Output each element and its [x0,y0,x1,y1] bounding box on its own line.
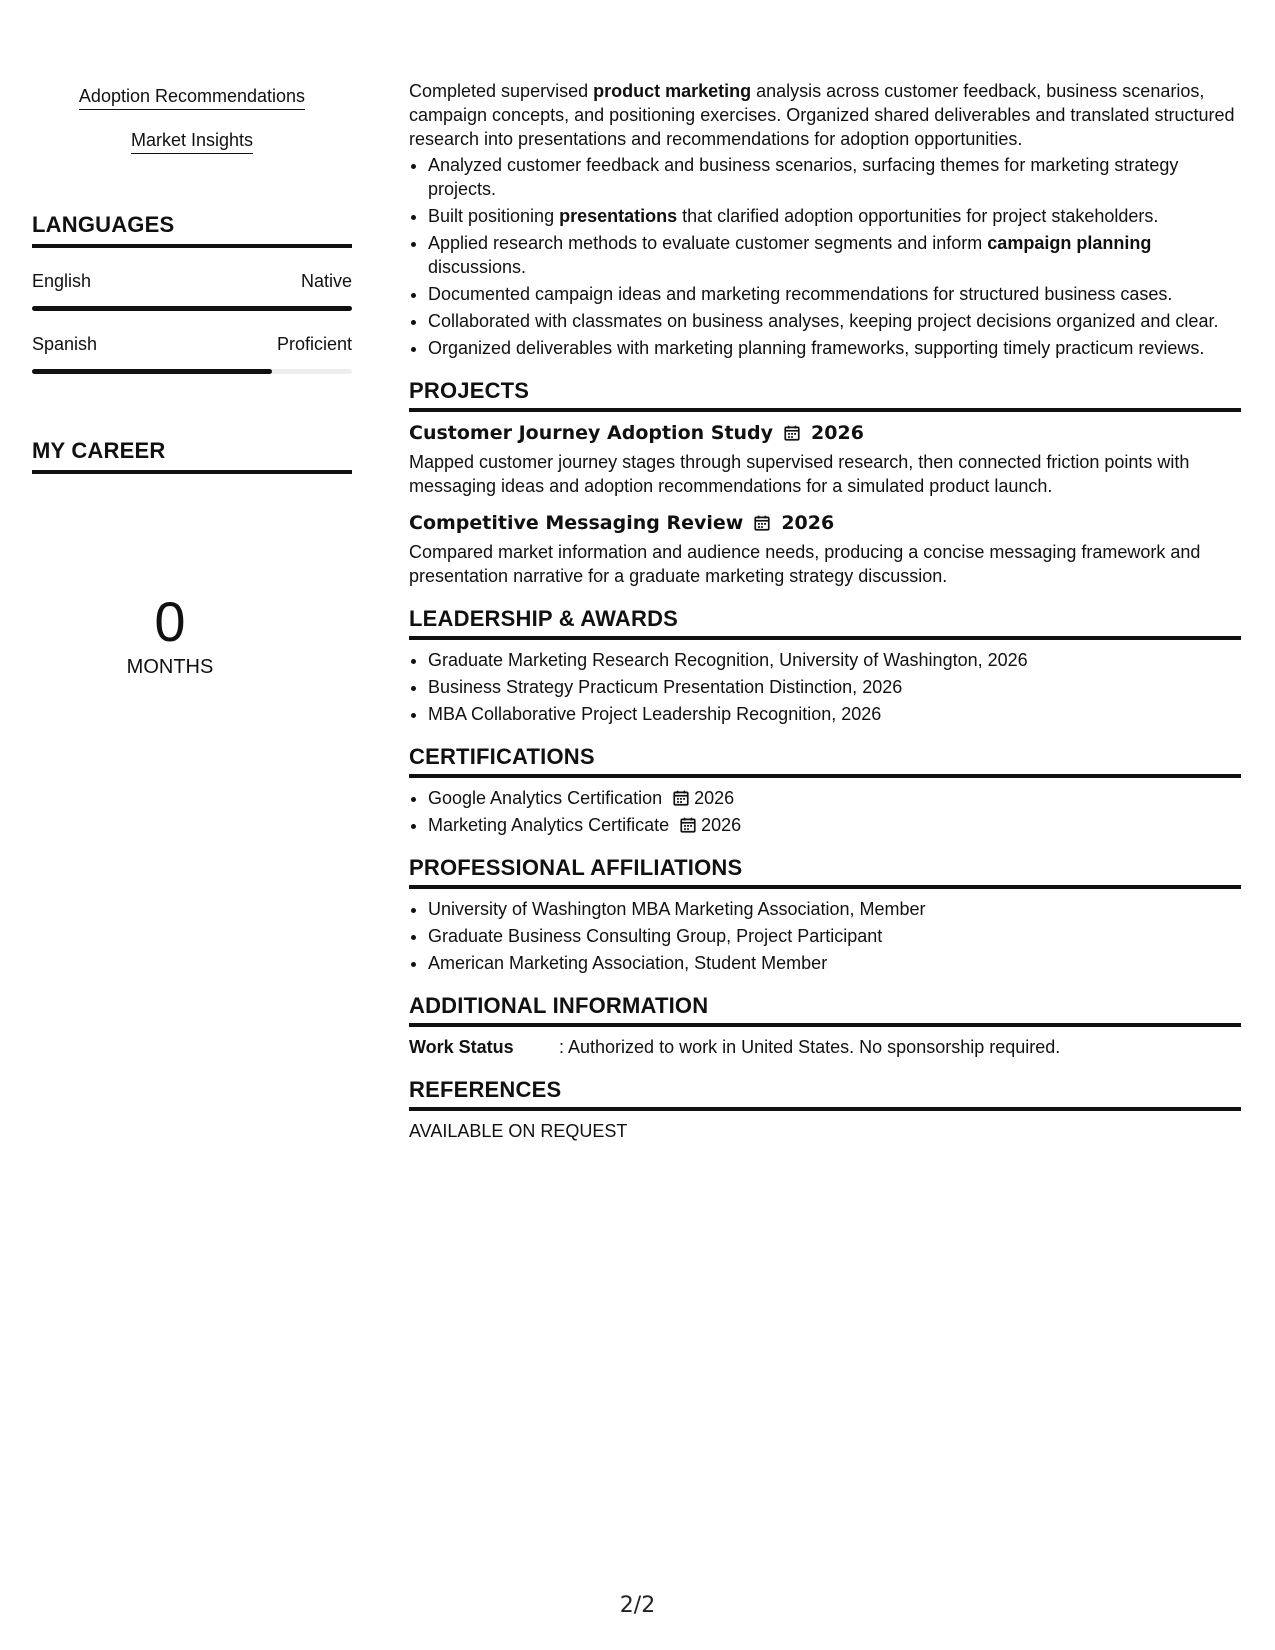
projects-heading: PROJECTS [409,378,1241,412]
project-year: 2026 [811,422,864,444]
bullet-keyword: presentations [559,206,678,226]
references-heading: REFERENCES [409,1077,1241,1111]
list-item: • Graduate Marketing Research Recognition, University of Washington, 2026 [428,648,1241,672]
summary-keyword: product marketing [593,81,752,101]
language-level-bar [32,369,352,374]
work-status-label: Work Status [409,1037,514,1057]
language-level-fill [32,306,352,311]
summary-text: analysis across customer feedback, business scenarios, campaign concepts, and positioning exercises. Organized shared deliverables and translated structured research into presentations and recommendations for adoption opportunities. [409,81,1235,149]
right-column [409,79,1241,1143]
affiliations-heading: PROFESSIONAL AFFILIATIONS [409,855,1241,889]
list-item: • Organized deliverables with marketing planning frameworks, supporting timely practicum reviews. [428,336,1241,360]
list-item: • MBA Collaborative Project Leadership Recognition, 2026 [428,702,1241,726]
affiliations-list [409,897,1241,975]
calendar-icon [753,514,771,532]
left-column [32,84,352,680]
additional-info-heading: ADDITIONAL INFORMATION [409,993,1241,1027]
career-section [32,438,352,680]
languages-section [32,212,352,374]
work-status-row [409,1035,1241,1059]
list-item: • Business Strategy Practicum Presentation Distinction, 2026 [428,675,1241,699]
bullet-text: Applied research methods to evaluate customer segments and inform [428,233,988,253]
calendar-icon [672,789,690,807]
project-item [409,510,1241,588]
career-months-value: 0 [154,590,186,653]
language-level: Proficient [276,334,352,354]
project-year: 2026 [781,512,835,534]
language-level-fill [32,369,272,374]
project-description: Mapped customer journey stages through supervised research, then connected friction points with messaging ideas and adoption recommendations for a simulated product launch. [409,452,1190,496]
calendar-icon [783,424,801,442]
career-months-label: MONTHS [126,656,214,678]
skills-list [32,84,352,172]
certifications-heading: CERTIFICATIONS [409,744,1241,778]
project-title: Customer Journey Adoption Study [409,422,774,444]
language-level-bar [32,306,352,311]
language-level: Native [300,271,352,291]
project-description: Compared market information and audience needs, producing a concise messaging framework and presentation narrative for a graduate marketing strategy discussion. [409,542,1201,586]
certification-year: 2026 [701,815,742,835]
summary-text: Completed supervised [409,81,594,101]
bullet-keyword: campaign planning [987,233,1152,253]
language-name: English [32,271,92,291]
languages-heading: LANGUAGES [32,212,352,248]
list-item: • Graduate Business Consulting Group, Project Participant [428,924,1241,948]
certification-name: • Marketing Analytics Certificate [428,815,670,835]
references-text: AVAILABLE ON REQUEST [409,1121,628,1141]
skill-tag: Market Insights [131,128,253,154]
list-item: • American Marketing Association, Student Member [428,951,1241,975]
certification-year: 2026 [694,788,735,808]
project-item [409,420,1241,498]
language-name: Spanish [32,334,98,354]
certification-name: • Google Analytics Certification [428,788,663,808]
bullet-text: that clarified adoption opportunities for project stakeholders. [677,206,1159,226]
list-item [428,813,1241,837]
work-status-value: : Authorized to work in United States. No sponsorship required. [559,1037,1061,1057]
awards-heading: LEADERSHIP & AWARDS [409,606,1241,640]
language-item [32,270,352,311]
skill-tag: Adoption Recommendations [79,84,305,110]
career-stat [0,592,352,680]
list-item [428,786,1241,810]
certifications-list [409,786,1241,837]
bullet-text: Built positioning [428,206,560,226]
project-title: Competitive Messaging Review [409,512,744,534]
awards-list [409,648,1241,726]
bullet-text: discussions. [428,257,527,277]
list-item: • Collaborated with classmates on business analyses, keeping project decisions organized and clear. [428,309,1241,333]
language-item [32,333,352,374]
list-item [428,204,1241,228]
list-item [428,231,1241,279]
career-heading: MY CAREER [32,438,352,474]
list-item: • University of Washington MBA Marketing Association, Member [428,897,1241,921]
summary-paragraph [409,79,1241,151]
summary-bullets [409,153,1241,360]
page-number: 2/2 [619,1593,656,1618]
calendar-icon [679,816,697,834]
list-item: • Analyzed customer feedback and business scenarios, surfacing themes for marketing strategy projects. [428,153,1241,201]
list-item: • Documented campaign ideas and marketing recommendations for structured business cases. [428,282,1241,306]
